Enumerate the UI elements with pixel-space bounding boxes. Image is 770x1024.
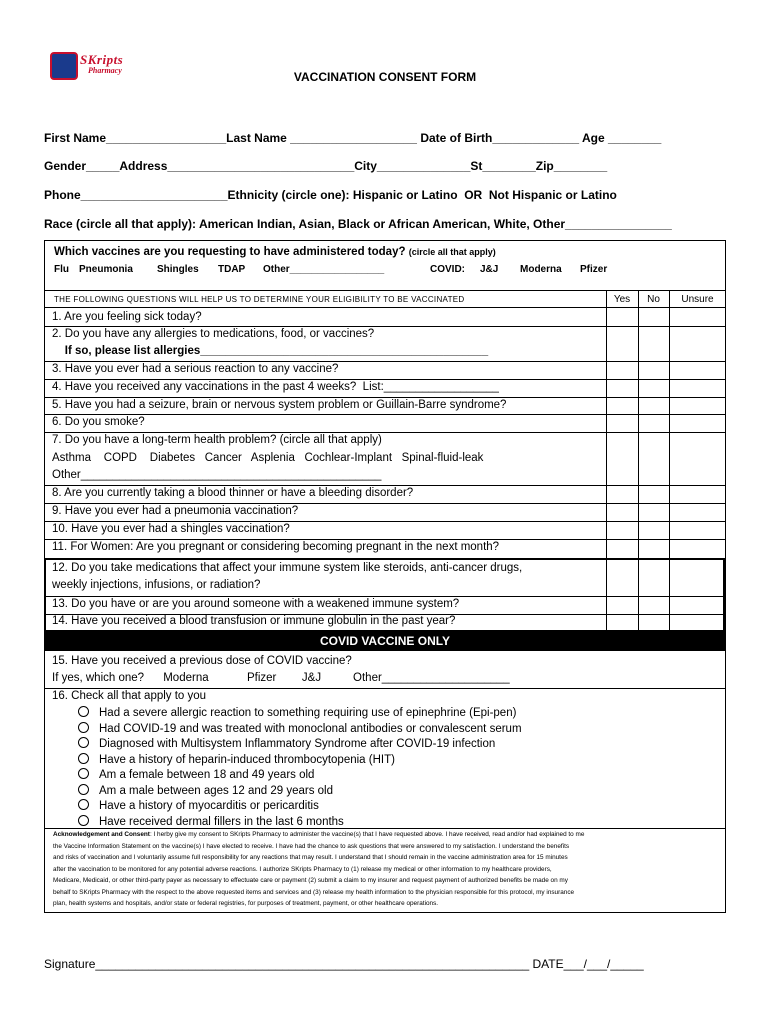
row-divider [44,688,726,689]
radio-circle-icon[interactable] [78,784,89,795]
divider [44,307,726,308]
logo-subtitle: Pharmacy [88,66,122,75]
ack-heading: Acknowledgement and Consent [53,831,150,838]
question-11: 11. For Women: Are you pregnant or considering becoming pregnant in the next month? [52,541,500,553]
check-item[interactable] [78,784,522,800]
question-3: 3. Have you ever had a serious reaction to any vaccine? [52,363,339,375]
logo-name: SKripts [80,52,124,67]
question-7: 7. Do you have a long-term health problem? (circle all that apply) [52,434,382,446]
check-label: Have a history of myocarditis or pericarditis [99,800,319,812]
vaccine-request-text: Which vaccines are you requesting to have administered today? [54,246,406,258]
option-pneumonia[interactable]: Pneumonia [79,264,133,275]
question-13: 13. Do you have or are you around someone with a weakened immune system? [52,598,460,610]
vaccine-request-question [54,246,496,258]
question-14: 14. Have you received a blood transfusion or immune globulin in the past year? [52,615,456,627]
col-yes: Yes [613,294,631,305]
check-label: Have received dermal fillers in the last 6 months [99,815,344,828]
check-label: Have a history of heparin-induced thrombocytopenia (HIT) [99,753,395,766]
check-label: Diagnosed with Multisystem Inflammatory Syndrome after COVID-19 infection [99,738,496,750]
vaccine-options [54,264,724,278]
option-moderna[interactable]: Moderna [520,264,562,275]
check-label: Am a female between 18 and 49 years old [99,769,315,781]
option-pfizer[interactable]: Pfizer [580,264,608,275]
check-item[interactable] [78,768,522,784]
row-divider [44,503,726,504]
check-item[interactable] [78,753,522,769]
covid-checklist [78,706,522,830]
acknowledgement-text [53,829,721,910]
gender-address-row[interactable]: Gender_____Address____________________________City______________St________Zip________ [44,159,608,173]
col-unsure: Unsure [681,294,714,305]
option-other[interactable]: Other_________________ [263,264,385,275]
option-shingles[interactable]: Shingles [157,264,199,275]
row-divider [44,485,726,486]
col-no: No [647,294,660,305]
question-9: 9. Have you ever had a pneumonia vaccination? [52,505,299,517]
option-covid-label: COVID: [430,264,465,275]
check-label: Am a male between ages 12 and 29 years old [99,784,333,797]
question-8: 8. Are you currently taking a blood thinner or have a bleeding disorder? [52,487,414,499]
covid-section-header: COVID VACCINE ONLY [44,632,726,651]
race-row[interactable]: Race (circle all that apply): American Indian, Asian, Black or African American, White, Other________________ [44,217,672,231]
question-5: 5. Have you had a seizure, brain or nervous system problem or Guillain-Barre syndrome? [52,399,507,411]
ack-line: the Vaccine Information Statement on the vaccine(s) I have elected to receive. I have had the chance to ask questions that were answered to my satisfaction. I understand the benefits [53,842,570,850]
ack-line: plan, health systems and hospitals, and/or state or federal registries, for purposes of treatment, payment, or other healthcare operations. [53,900,439,907]
check-item[interactable] [78,722,522,738]
question-4[interactable]: 4. Have you received any vaccinations in the past 4 weeks? List:__________________ [52,381,499,393]
radio-circle-icon[interactable] [78,706,89,717]
row-divider [44,361,726,362]
question-7-other[interactable]: Other_______________________________________________ [52,469,382,481]
question-15: 15. Have you received a previous dose of COVID vaccine? [52,655,352,667]
question-16: 16. Check all that apply to you [52,690,207,702]
row-divider [44,326,726,327]
row-divider [44,414,726,415]
row-divider [44,521,726,522]
question-6: 6. Do you smoke? [52,416,145,428]
ack-line: after the vaccination to be monitored for any potential adverse reactions. I authorize SKripts Pharmacy to (1) release my medical or other information to my healthcare providers, [53,865,552,873]
row-divider [44,432,726,433]
question-12: 12. Do you take medications that affect your immune system like steroids, anti-cancer drugs, [52,562,523,574]
question-2: 2. Do you have any allergies to medications, food, or vaccines? [52,328,375,340]
radio-circle-icon[interactable] [78,753,89,764]
row-divider [44,539,726,540]
check-label: Had a severe allergic reaction to something requiring use of epinephrine (Epi-pen) [99,707,517,719]
check-item[interactable] [78,706,522,722]
form-title: VACCINATION CONSENT FORM [293,70,477,84]
option-jj[interactable]: J&J [480,264,499,275]
ack-line: and risks of vaccination and I voluntarily assume full responsibility for any reactions that may result. I understand that I should remain in the vaccine administration area for 15 minutes [53,854,568,861]
signature-line[interactable]: Signature_________________________________________________________________ DATE___/___/_____ [44,957,644,971]
name-dob-row[interactable]: First Name__________________Last Name ___________________ Date of Birth_____________ Age ________ [44,131,662,145]
radio-circle-icon[interactable] [78,815,89,826]
option-tdap[interactable]: TDAP [218,264,246,275]
radio-circle-icon[interactable] [78,799,89,810]
phone-ethnicity-row[interactable]: Phone______________________Ethnicity (circle one): Hispanic or Latino OR Not Hispanic or Latino [44,188,617,202]
check-item[interactable] [78,737,522,753]
ack-line: Medicare, Medicaid, or other third-party payer as necessary to effectuate care or payment (2) submit a claim to my insurer and request payment of authorized benefits be made on my [53,877,568,884]
question-12-cont: weekly injections, infusions, or radiation? [52,579,261,591]
check-label: Had COVID-19 and was treated with monoclonal antibodies or convalescent serum [99,722,522,735]
ack-line-text: : I herby give my consent to SKripts Pharmacy to administer the vaccine(s) that I have requested above. I have received, read and/or had explained to me [149,831,585,838]
question-1: 1. Are you feeling sick today? [52,311,202,323]
eligibility-header: THE FOLLOWING QUESTIONS WILL HELP US TO DETERMINE YOUR ELIGIBILITY TO BE VACCINATED [54,295,465,304]
row-divider [44,397,726,398]
ack-line: behalf to SKripts Pharmacy with the respect to the above requested items and services and (3) release my health information to the physician responsible for this protocol, my insurance [53,888,575,896]
question-10: 10. Have you ever had a shingles vaccination? [52,523,290,535]
row-divider [44,379,726,380]
question-7-conditions[interactable]: Asthma COPD Diabetes Cancer Asplenia Cochlear-Implant Spinal-fluid-leak [52,452,484,464]
radio-circle-icon[interactable] [78,737,89,748]
row-divider [44,596,726,597]
question-15-which[interactable]: If yes, which one? Moderna Pfizer J&J Other____________________ [52,672,510,684]
ack-line [53,829,721,841]
radio-circle-icon[interactable] [78,722,89,733]
question-2-allergies[interactable]: If so, please list allergies_____________________________________________ [52,345,489,357]
vaccine-request-note: (circle all that apply) [408,247,496,257]
divider [44,290,726,291]
option-flu[interactable]: Flu [54,264,69,275]
radio-circle-icon[interactable] [78,768,89,779]
check-item[interactable] [78,799,522,815]
